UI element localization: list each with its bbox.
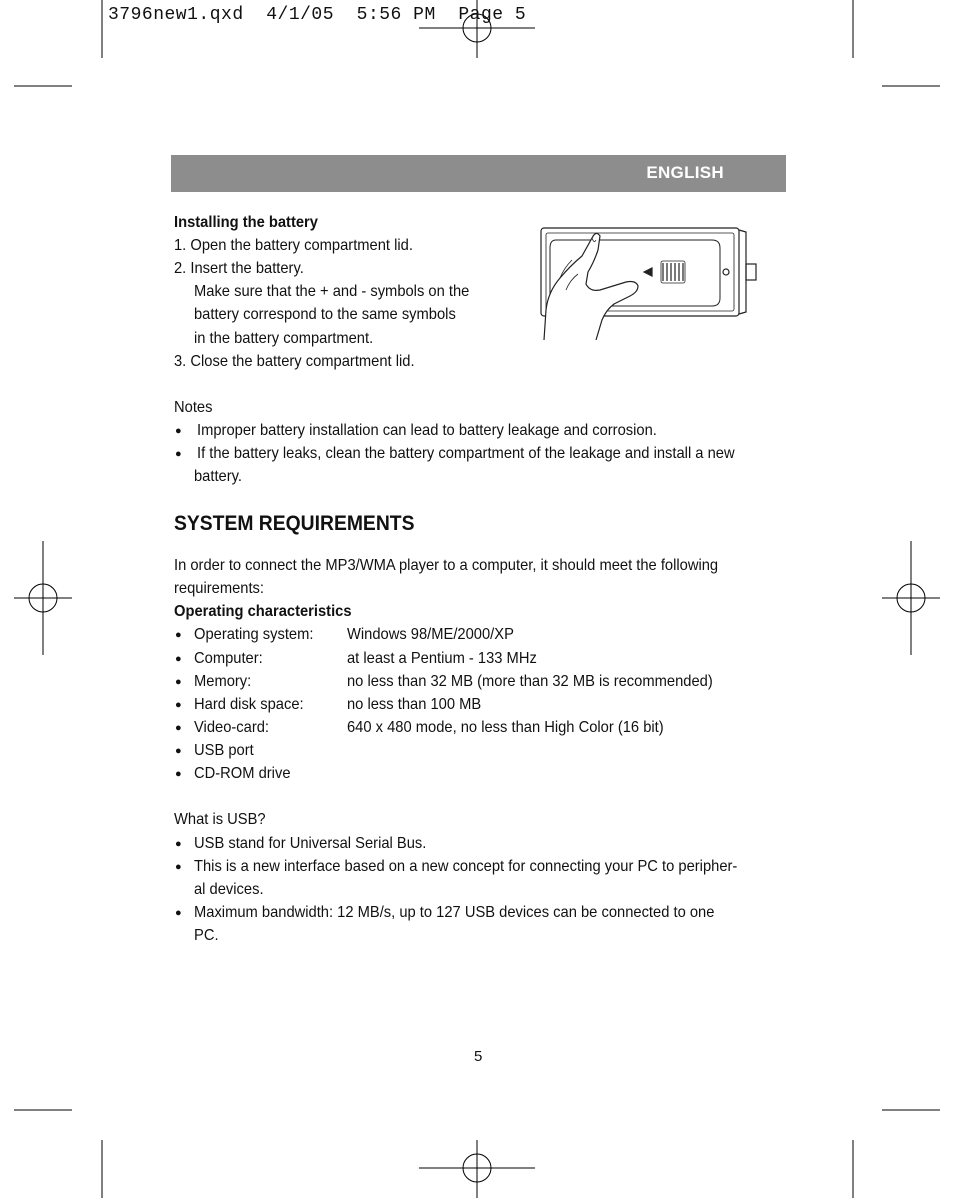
bullet-icon: ● [175, 745, 182, 757]
language-label: ENGLISH [646, 163, 724, 182]
language-header-bar [171, 155, 786, 192]
usb-question: What is USB? [174, 811, 266, 828]
requirement-label: CD-ROM drive [194, 765, 291, 782]
usb-point-continuation: al devices. [194, 881, 264, 898]
requirement-value: Windows 98/ME/2000/XP [347, 626, 514, 643]
battery-heading: Installing the battery [174, 214, 318, 231]
bullet-icon: ● [175, 699, 182, 711]
battery-step-2: 2. Insert the battery. [174, 260, 304, 277]
system-intro-line: requirements: [174, 580, 265, 597]
page-number: 5 [474, 1048, 483, 1065]
print-slug: 3796new1.qxd 4/1/05 5:56 PM Page 5 [108, 5, 527, 25]
usb-point-continuation: PC. [194, 927, 219, 944]
battery-step-2-note-line: Make sure that the + and - symbols on the [194, 283, 470, 300]
usb-point: USB stand for Universal Serial Bus. [194, 835, 427, 852]
usb-point: Maximum bandwidth: 12 MB/s, up to 127 USB devices can be connected to one [194, 904, 715, 921]
requirement-label: Memory: [194, 673, 252, 690]
note-item-continuation: battery. [194, 468, 242, 485]
note-item: Improper battery installation can lead to battery leakage and corrosion. [197, 422, 657, 439]
system-requirements-heading: SYSTEM REQUIREMENTS [174, 512, 415, 535]
requirement-label: Computer: [194, 650, 263, 667]
bullet-icon: ● [175, 425, 182, 437]
bullet-icon: ● [175, 838, 182, 850]
requirement-label: USB port [194, 742, 254, 759]
bullet-icon: ● [175, 448, 182, 460]
battery-step-2-note-line: battery correspond to the same symbols [194, 306, 456, 323]
bullet-icon: ● [175, 861, 182, 873]
bullet-icon: ● [175, 722, 182, 734]
requirement-value: at least a Pentium - 133 MHz [347, 650, 537, 667]
requirement-label: Operating system: [194, 626, 314, 643]
notes-label: Notes [174, 399, 213, 416]
operating-characteristics-heading: Operating characteristics [174, 603, 352, 620]
requirement-label: Video-card: [194, 719, 270, 736]
battery-step-2-note-line: in the battery compartment. [194, 330, 374, 347]
bullet-icon: ● [175, 676, 182, 688]
requirement-value: no less than 32 MB (more than 32 MB is recommended) [347, 673, 713, 690]
battery-step-1: 1. Open the battery compartment lid. [174, 237, 413, 254]
battery-compartment-illustration [530, 220, 770, 345]
requirement-label: Hard disk space: [194, 696, 304, 713]
bullet-icon: ● [175, 629, 182, 641]
system-intro-line: In order to connect the MP3/WMA player to a computer, it should meet the following [174, 557, 719, 574]
usb-point: This is a new interface based on a new concept for connecting your PC to peripher- [194, 858, 738, 875]
bullet-icon: ● [175, 653, 182, 665]
note-item: If the battery leaks, clean the battery compartment of the leakage and install a new [197, 445, 735, 462]
bullet-icon: ● [175, 768, 182, 780]
battery-step-3: 3. Close the battery compartment lid. [174, 353, 415, 370]
requirement-value: 640 x 480 mode, no less than High Color (16 bit) [347, 719, 664, 736]
bullet-icon: ● [175, 907, 182, 919]
requirement-value: no less than 100 MB [347, 696, 482, 713]
